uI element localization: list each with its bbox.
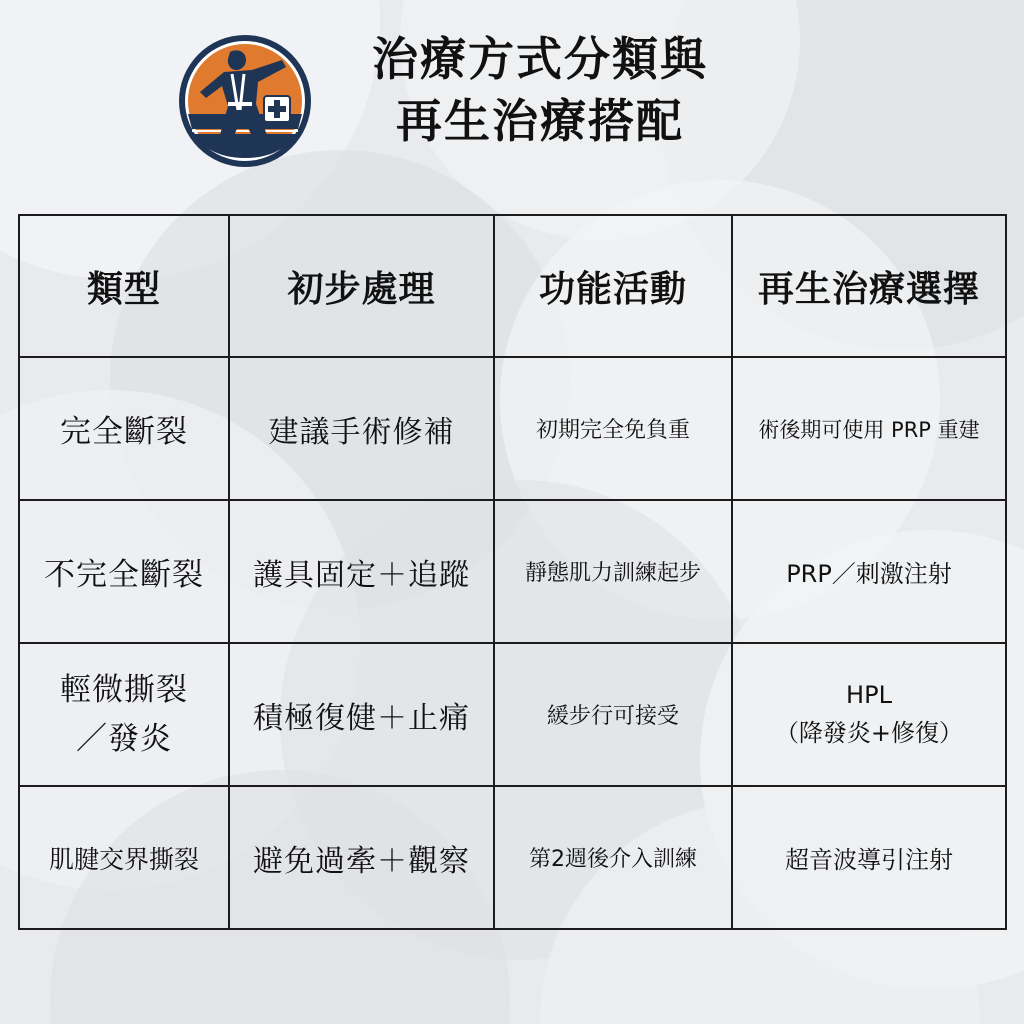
table-row: [19, 500, 1006, 643]
cell-regen: [732, 643, 1006, 786]
column-header-initial: 初步處理: [229, 215, 494, 357]
cell-regen-line-2: （降發炎+修復）: [774, 718, 964, 747]
cell-initial: 避免過牽＋觀察: [229, 786, 494, 929]
table-row: [19, 643, 1006, 786]
column-header-activity: 功能活動: [494, 215, 732, 357]
cell-regen: 超音波導引注射: [732, 786, 1006, 929]
cell-type: 肌腱交界撕裂: [19, 786, 229, 929]
cell-regen: PRP／刺激注射: [732, 500, 1006, 643]
header: [0, 0, 1024, 200]
cell-type-line-1: 輕微撕裂: [60, 672, 188, 709]
cell-initial: 積極復健＋止痛: [229, 643, 494, 786]
table-header-row: [19, 215, 1006, 357]
column-header-type: 類型: [19, 215, 229, 357]
cell-type-line-2: ／發炎: [76, 720, 172, 757]
title-line-2: 再生治療搭配: [396, 94, 684, 148]
cell-activity: 初期完全免負重: [494, 357, 732, 500]
treatment-table: [18, 214, 1007, 930]
cell-activity: 第2週後介入訓練: [494, 786, 732, 929]
column-header-regen: 再生治療選擇: [732, 215, 1006, 357]
cell-activity: 緩步行可接受: [494, 643, 732, 786]
cell-regen: 術後期可使用 PRP 重建: [732, 357, 1006, 500]
cell-type: [19, 643, 229, 786]
cell-type: 不完全斷裂: [19, 500, 229, 643]
cell-regen-line-1: HPL: [846, 681, 892, 710]
cell-initial: 建議手術修補: [229, 357, 494, 500]
cell-type: 完全斷裂: [19, 357, 229, 500]
table-row: [19, 786, 1006, 929]
page-title: [330, 28, 750, 152]
title-line-1: 治療方式分類與: [372, 32, 708, 86]
cell-initial: 護具固定＋追蹤: [229, 500, 494, 643]
table-row: [19, 357, 1006, 500]
cell-activity: 靜態肌力訓練起步: [494, 500, 732, 643]
martial-arts-logo-icon: [178, 34, 312, 168]
